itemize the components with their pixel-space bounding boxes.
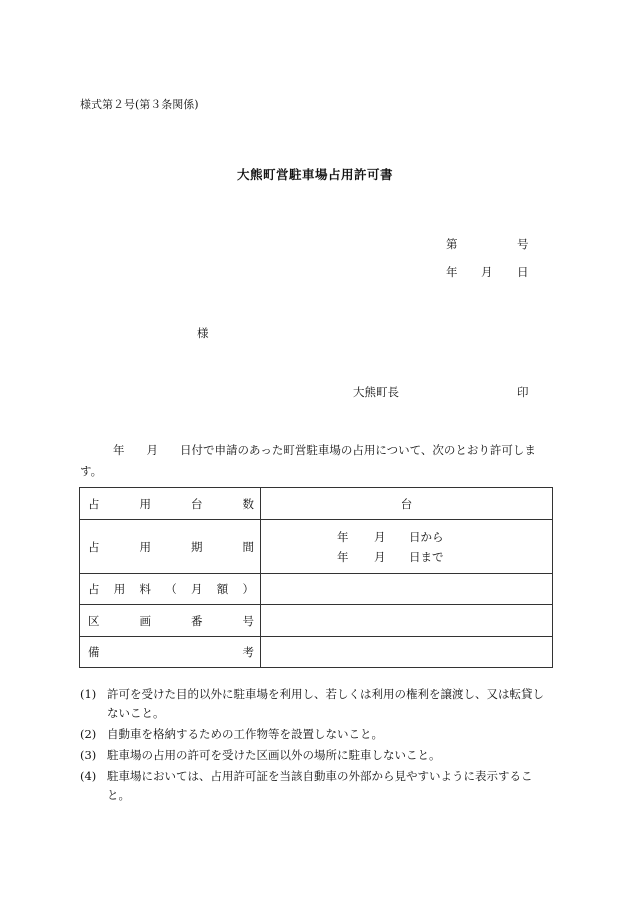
label-char: 占 <box>88 582 100 596</box>
list-item <box>80 725 554 744</box>
label-char: 備 <box>88 645 100 659</box>
period-to <box>261 547 552 567</box>
label-char: ） <box>242 582 254 596</box>
value-remarks <box>261 637 553 668</box>
label-char: 料 <box>139 582 151 596</box>
period-to-day: 日まで <box>409 549 444 564</box>
label-char: 占 <box>88 539 100 554</box>
value-period <box>261 520 553 574</box>
intro-month: 月 <box>146 443 158 457</box>
list-item <box>80 767 554 805</box>
note-number: (4) <box>80 769 97 783</box>
label-char: 号 <box>242 613 254 628</box>
period-from-month: 月 <box>374 529 386 544</box>
intro-paragraph <box>80 440 554 482</box>
table-row-parking-count <box>80 488 553 520</box>
label-fee <box>80 574 261 605</box>
period-to-year: 年 <box>337 549 349 564</box>
label-char: 占 <box>88 496 100 511</box>
label-parking-count <box>80 488 261 520</box>
label-char: 期 <box>191 539 203 554</box>
issue-date-day: 日 <box>517 265 529 279</box>
label-char: 台 <box>191 496 203 511</box>
list-item <box>80 685 554 723</box>
intro-text: 日付で申請のあった町営駐車場の占用について、次のとおり許可します。 <box>80 443 536 478</box>
label-char: 月 <box>191 582 203 596</box>
value-fee <box>261 574 553 605</box>
list-item <box>80 746 554 765</box>
issue-date-month: 月 <box>481 265 493 279</box>
value-parking-count: 台 <box>261 488 553 520</box>
period-to-month: 月 <box>374 549 386 564</box>
period-from <box>261 527 552 547</box>
addressee-honorific: 様 <box>197 326 209 340</box>
label-char: 間 <box>242 539 254 554</box>
label-char: 用 <box>139 496 151 511</box>
note-number: (3) <box>80 748 97 762</box>
permit-table <box>79 487 553 668</box>
note-text: 駐車場においては、占用許可証を当該自動車の外部から見やすいように表示すること。 <box>107 769 533 802</box>
label-lot-number <box>80 605 261 637</box>
table-row-fee <box>80 574 553 605</box>
issuer-title: 大熊町長 <box>353 385 399 399</box>
note-text: 駐車場の占用の許可を受けた区画以外の場所に駐車しないこと。 <box>107 748 441 762</box>
table-row-period <box>80 520 553 574</box>
label-char: 額 <box>216 582 229 596</box>
note-text: 許可を受けた目的以外に駐車場を利用し、若しくは利用の権利を譲渡し、又は転貸しないこと。 <box>107 687 544 720</box>
intro-year: 年 <box>113 443 125 457</box>
label-char: 番 <box>191 613 203 628</box>
label-char: 区 <box>88 613 100 628</box>
label-char: 用 <box>113 582 126 596</box>
label-char: 画 <box>139 613 151 628</box>
document-title: 大熊町営駐車場占用許可書 <box>236 167 393 182</box>
label-remarks <box>80 637 261 668</box>
label-char: 考 <box>242 645 254 659</box>
label-char: （ <box>165 582 177 596</box>
document-number-prefix: 第 <box>446 237 458 251</box>
issue-date-year: 年 <box>446 265 458 279</box>
label-period <box>80 520 261 574</box>
note-number: (1) <box>80 687 97 701</box>
seal-mark: 印 <box>517 385 529 399</box>
value-lot-number <box>261 605 553 637</box>
note-number: (2) <box>80 727 97 741</box>
conditions-list <box>80 685 554 807</box>
label-char: 用 <box>139 539 151 554</box>
table-row-remarks <box>80 637 553 668</box>
label-char: 数 <box>242 496 254 511</box>
period-from-day: 日から <box>409 529 444 544</box>
period-from-year: 年 <box>337 529 349 544</box>
form-number: 様式第２号(第３条関係) <box>80 98 199 111</box>
note-text: 自動車を格納するための工作物等を設置しないこと。 <box>107 727 383 741</box>
table-row-lot-number <box>80 605 553 637</box>
document-number-suffix: 号 <box>517 237 529 251</box>
